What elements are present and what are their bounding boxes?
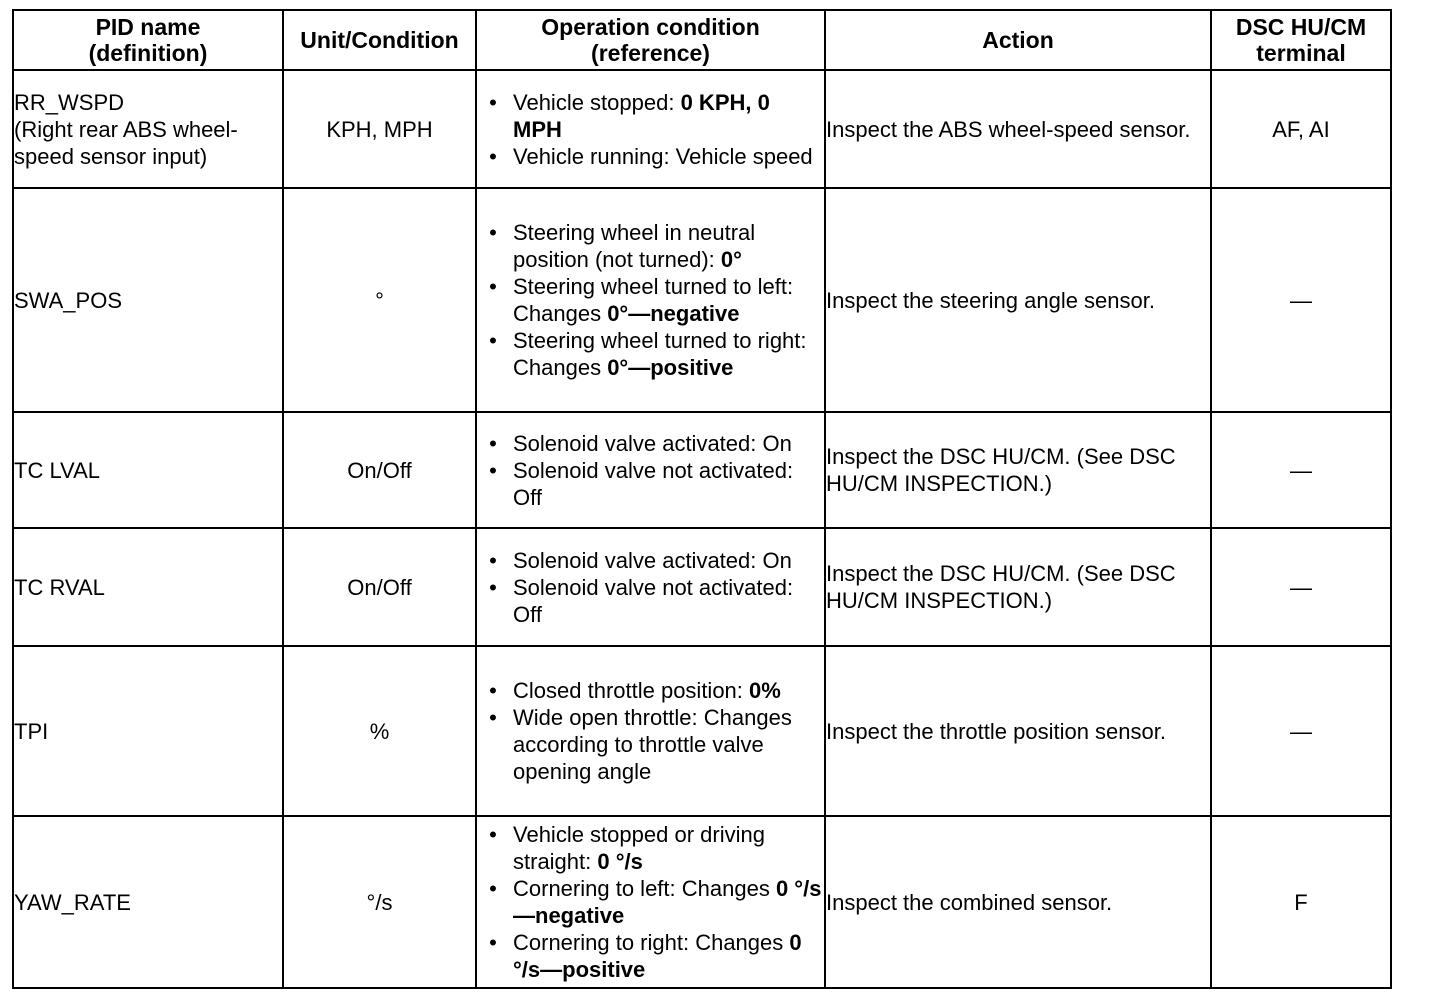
bullet-icon: • [489,930,497,955]
action-cell: Inspect the throttle position sensor. [825,646,1211,816]
pid-cell [13,646,283,816]
list-item: • Vehicle stopped: 0 KPH, 0 MPH [477,89,824,143]
list-item: • Vehicle stopped or driving straight: 0 °/s [477,821,824,875]
unit-cell: KPH, MPH [283,70,476,188]
condition-cell [476,188,825,412]
table-row [13,412,1391,528]
header-pid-name: PID name (definition) [13,10,283,70]
list-item: • Steering wheel turned to right: Changes 0°—positive [477,327,824,381]
pid-cell [13,528,283,646]
list-item: • Solenoid valve not activated: Off [477,574,824,628]
list-item: • Solenoid valve not activated: Off [477,457,824,511]
bullet-icon: • [489,328,497,353]
bullet-icon: • [489,678,497,703]
document-page [12,9,1390,987]
table-row [13,528,1391,646]
list-item: • Solenoid valve activated: On [477,430,824,457]
terminal-cell: — [1211,528,1391,646]
table-header-row [13,10,1391,70]
bullet-icon: • [489,705,497,730]
list-item: • Solenoid valve activated: On [477,547,824,574]
pid-cell [13,70,283,188]
unit-cell: ° [283,188,476,412]
bullet-icon: • [489,143,497,169]
condition-cell [476,412,825,528]
pid-table [12,9,1392,989]
terminal-cell: — [1211,188,1391,412]
terminal-cell: — [1211,646,1391,816]
pid-name: YAW_RATE [14,889,131,915]
bullet-icon: • [489,89,497,115]
list-item: • Cornering to right: Changes 0 °/s—positive [477,929,824,983]
list-item: • Vehicle running: Vehicle speed [477,143,824,170]
unit-cell: °/s [283,816,476,988]
condition-cell [476,528,825,646]
bullet-icon: • [489,430,497,456]
pid-name: TC RVAL [14,574,105,600]
header-unit-condition: Unit/Condition [283,10,476,70]
bullet-icon: • [489,274,497,299]
pid-name: TPI [14,718,49,744]
pid-cell [13,412,283,528]
terminal-cell: — [1211,412,1391,528]
condition-cell [476,816,825,988]
pid-definition: (Right rear ABS wheel-speed sensor input) [14,116,238,169]
condition-cell [476,70,825,188]
bullet-icon: • [489,574,497,600]
table-row [13,816,1391,988]
action-cell: Inspect the combined sensor. [825,816,1211,988]
action-cell: Inspect the steering angle sensor. [825,188,1211,412]
list-item: • Closed throttle position: 0% [477,677,824,704]
table-row [13,646,1391,816]
list-item: • Wide open throttle: Changes according to throttle valve opening angle [477,704,824,785]
list-item: • Steering wheel in neutral position (not turned): 0° [477,219,824,273]
unit-cell: % [283,646,476,816]
table-row [13,188,1391,412]
unit-cell: On/Off [283,412,476,528]
header-terminal: DSC HU/CM terminal [1211,10,1391,70]
action-cell: Inspect the ABS wheel-speed sensor. [825,70,1211,188]
bullet-icon: • [489,876,497,901]
table-row [13,70,1391,188]
list-item: • Steering wheel turned to left: Changes 0°—negative [477,273,824,327]
action-cell: Inspect the DSC HU/CM. (See DSC HU/CM INSPECTION.) [825,528,1211,646]
pid-name: TC LVAL [14,457,100,483]
bullet-icon: • [489,457,497,483]
bullet-icon: • [489,547,497,573]
pid-cell [13,188,283,412]
header-operation-condition: Operation condition (reference) [476,10,825,70]
pid-name: RR_WSPD [14,89,125,115]
header-action: Action [825,10,1211,70]
bullet-icon: • [489,822,497,847]
action-cell: Inspect the DSC HU/CM. (See DSC HU/CM INSPECTION.) [825,412,1211,528]
unit-cell: On/Off [283,528,476,646]
terminal-cell: AF, AI [1211,70,1391,188]
bullet-icon: • [489,220,497,245]
pid-cell [13,816,283,988]
condition-cell [476,646,825,816]
list-item: • Cornering to left: Changes 0 °/s—negative [477,875,824,929]
pid-name: SWA_POS [14,287,122,313]
terminal-cell: F [1211,816,1391,988]
